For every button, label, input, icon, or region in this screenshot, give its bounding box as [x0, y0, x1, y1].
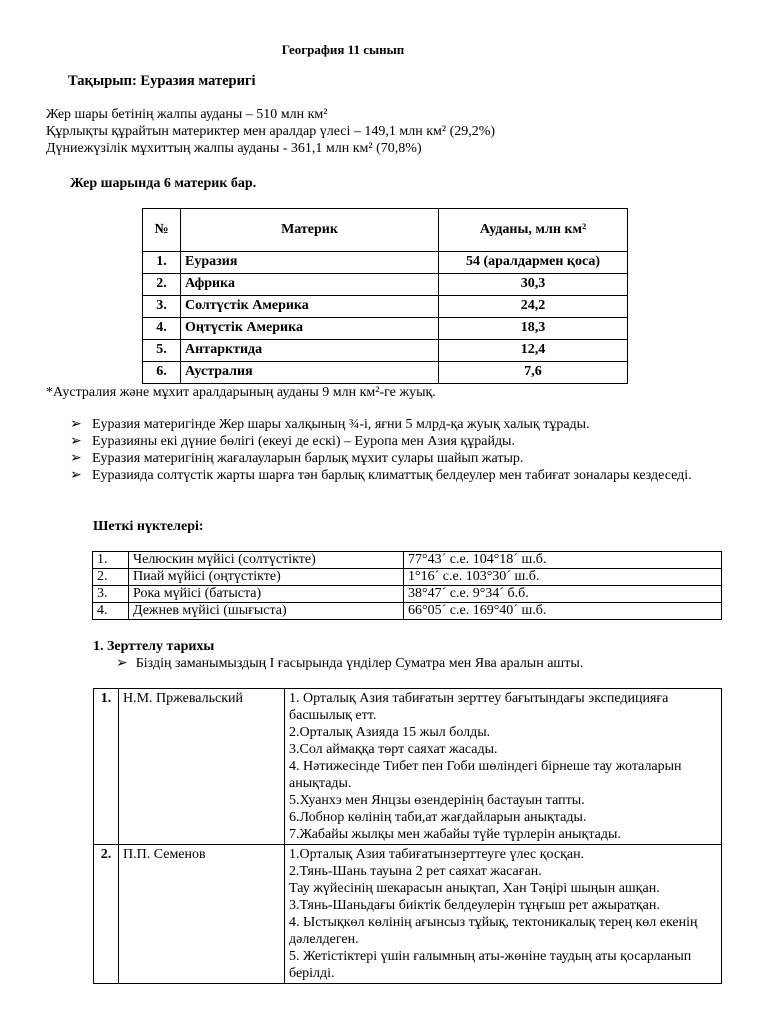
history-bullet [116, 656, 583, 673]
table-row [143, 318, 628, 340]
explorers-table [93, 688, 722, 984]
table-cell: 12,4 [439, 340, 628, 362]
explorer-name: Н.М. Пржевальский [119, 689, 285, 845]
header-cell: Ауданы, млн км² [439, 209, 628, 252]
table-row [143, 362, 628, 384]
explorer-name: П.П. Семенов [119, 845, 285, 984]
table-cell: 1. [93, 552, 129, 569]
table-row [143, 252, 628, 274]
table-row [93, 569, 722, 586]
table-cell: 30,3 [439, 274, 628, 296]
fact-text: Еуразияны екі дүние бөлігі (екеуі де ескі) – Еуропа мен Азия құрайды. [92, 434, 515, 449]
table-cell: 1. [94, 689, 119, 845]
table-cell: Аустралия [181, 362, 439, 384]
table-cell: Дежнев мүйісі (шығыста) [129, 603, 404, 620]
table-cell: 6. [143, 362, 181, 384]
earth-stats [46, 107, 495, 158]
australia-note: *Аустралия және мұхит аралдарының ауданы 9 млн км²-ге жуық. [46, 385, 436, 400]
table-row [94, 845, 722, 984]
achievement-line: 1.Орталық Азия табиғатынзерттеуге үлес қосқан. [289, 847, 585, 862]
achievement-line: 2.Тянь-Шань тауына 2 рет саяхат жасаған. [289, 864, 542, 879]
table-row [143, 274, 628, 296]
table-cell: 4. [93, 603, 129, 620]
table-cell: 54 (аралдармен қоса) [439, 252, 628, 274]
achievement-line: 6.Лобнор көлінің таби,ат жағдайларын анықтады. [289, 810, 587, 825]
document-title: География 11 сынып [281, 42, 405, 57]
table-cell: Оңтүстік Америка [181, 318, 439, 340]
achievement-line: 1. Орталық Азия табиғатын зерттеу бағытындағы экспедицияға басшылық етт. [289, 691, 669, 723]
table-cell: 7,6 [439, 362, 628, 384]
table-cell: Африка [181, 274, 439, 296]
table-cell: 24,2 [439, 296, 628, 318]
table-row [93, 552, 722, 569]
fact-text: Еуразия материгінің жағалауларын барлық мұхит сулары шайып жатыр. [92, 451, 524, 466]
explorer-achievements [285, 689, 722, 845]
header-cell: Материк [181, 209, 439, 252]
table-row [94, 689, 722, 845]
arrow-bullet-icon: ➢ [70, 434, 82, 449]
continents-table [142, 208, 628, 384]
list-item [70, 416, 710, 433]
achievement-line: 5.Хуанхэ мен Янцзы өзендерінің бастауын тапты. [289, 793, 585, 808]
fact-text: Еуразия материгінде Жер шары халқының ¾-і, яғни 5 млрд-қа жуық халық тұрады. [92, 417, 590, 432]
achievement-line: 4. Ыстықкөл көлінің ағынсыз тұйық, тектоникалық терең көл екенің дәлелдеген. [289, 915, 698, 947]
table-cell: 4. [143, 318, 181, 340]
table-cell: 3. [143, 296, 181, 318]
history-heading: 1. Зерттелу тарихы [93, 639, 215, 654]
achievement-line: 5. Жетістіктері үшін ғалымның аты-жөніне таудың аты қосарланып берілді. [289, 949, 692, 981]
list-item [70, 467, 710, 484]
achievement-line: 7.Жабайы жылқы мен жабайы түйе түрлерін анықтады. [289, 827, 621, 842]
table-header-row [143, 209, 628, 252]
list-item [70, 433, 710, 450]
table-cell: Солтүстік Америка [181, 296, 439, 318]
achievement-line: 3.Сол аймаққа төрт саяхат жасады. [289, 742, 498, 757]
table-cell: 3. [93, 586, 129, 603]
table-cell: Рока мүйісі (батыста) [129, 586, 404, 603]
topic-heading: Тақырып: Еуразия материгі [68, 73, 256, 89]
table-cell: 38°47´ с.е. 9°34´ б.б. [404, 586, 722, 603]
arrow-bullet-icon: ➢ [70, 417, 82, 432]
achievement-line: 4. Нәтижесінде Тибет пен Гоби шөліндегі бірнеше тау жоталарын анықтады. [289, 759, 682, 791]
table-row [93, 603, 722, 620]
stat-line: Жер шары бетінің жалпы ауданы – 510 млн км² [46, 107, 328, 122]
continents-intro: Жер шарында 6 материк бар. [70, 176, 257, 191]
table-cell: 66°05´ с.е. 169°40´ ш.б. [404, 603, 722, 620]
table-cell: 18,3 [439, 318, 628, 340]
facts-list [70, 416, 710, 484]
arrow-bullet-icon: ➢ [116, 656, 128, 671]
arrow-bullet-icon: ➢ [70, 468, 82, 483]
arrow-bullet-icon: ➢ [70, 451, 82, 466]
table-row [93, 586, 722, 603]
stat-line: Құрлықты құрайтын материктер мен аралдар үлесі – 149,1 млн км² (29,2%) [46, 124, 496, 139]
fact-text: Еуразияда солтүстік жарты шарға тән барлық климаттық белдеулер мен табиғат зоналары кездеседі. [92, 468, 692, 483]
table-cell: 2. [93, 569, 129, 586]
table-cell: Еуразия [181, 252, 439, 274]
stat-line: Дүниежүзілік мұхиттың жалпы ауданы - 361,1 млн км² (70,8%) [46, 141, 422, 156]
list-item [70, 450, 710, 467]
achievement-line: Тау жүйесінің шекарасын анықтап, Хан Тәңірі шыңын ашқан. [289, 881, 660, 896]
achievement-line: 2.Орталық Азияда 15 жыл болды. [289, 725, 491, 740]
table-cell: Пиай мүйісі (оңтүстікте) [129, 569, 404, 586]
table-cell: 2. [94, 845, 119, 984]
table-cell: 77°43´ с.е. 104°18´ ш.б. [404, 552, 722, 569]
table-cell: 5. [143, 340, 181, 362]
table-cell: Челюскин мүйісі (солтүстікте) [129, 552, 404, 569]
table-row [143, 340, 628, 362]
table-cell: Антарктида [181, 340, 439, 362]
table-row [143, 296, 628, 318]
header-cell: № [143, 209, 181, 252]
explorer-achievements [285, 845, 722, 984]
achievement-line: 3.Тянь-Шаньдағы биіктік белдеулерін тұңғыш рет ажыратқан. [289, 898, 660, 913]
table-cell: 2. [143, 274, 181, 296]
extreme-points-heading: Шеткі нүктелері: [93, 519, 204, 534]
table-cell: 1. [143, 252, 181, 274]
history-bullet-text: Біздің заманымыздың I ғасырында үнділер Суматра мен Ява аралын ашты. [135, 656, 584, 671]
table-cell: 1°16´ с.е. 103°30´ ш.б. [404, 569, 722, 586]
extreme-points-table [92, 551, 722, 620]
